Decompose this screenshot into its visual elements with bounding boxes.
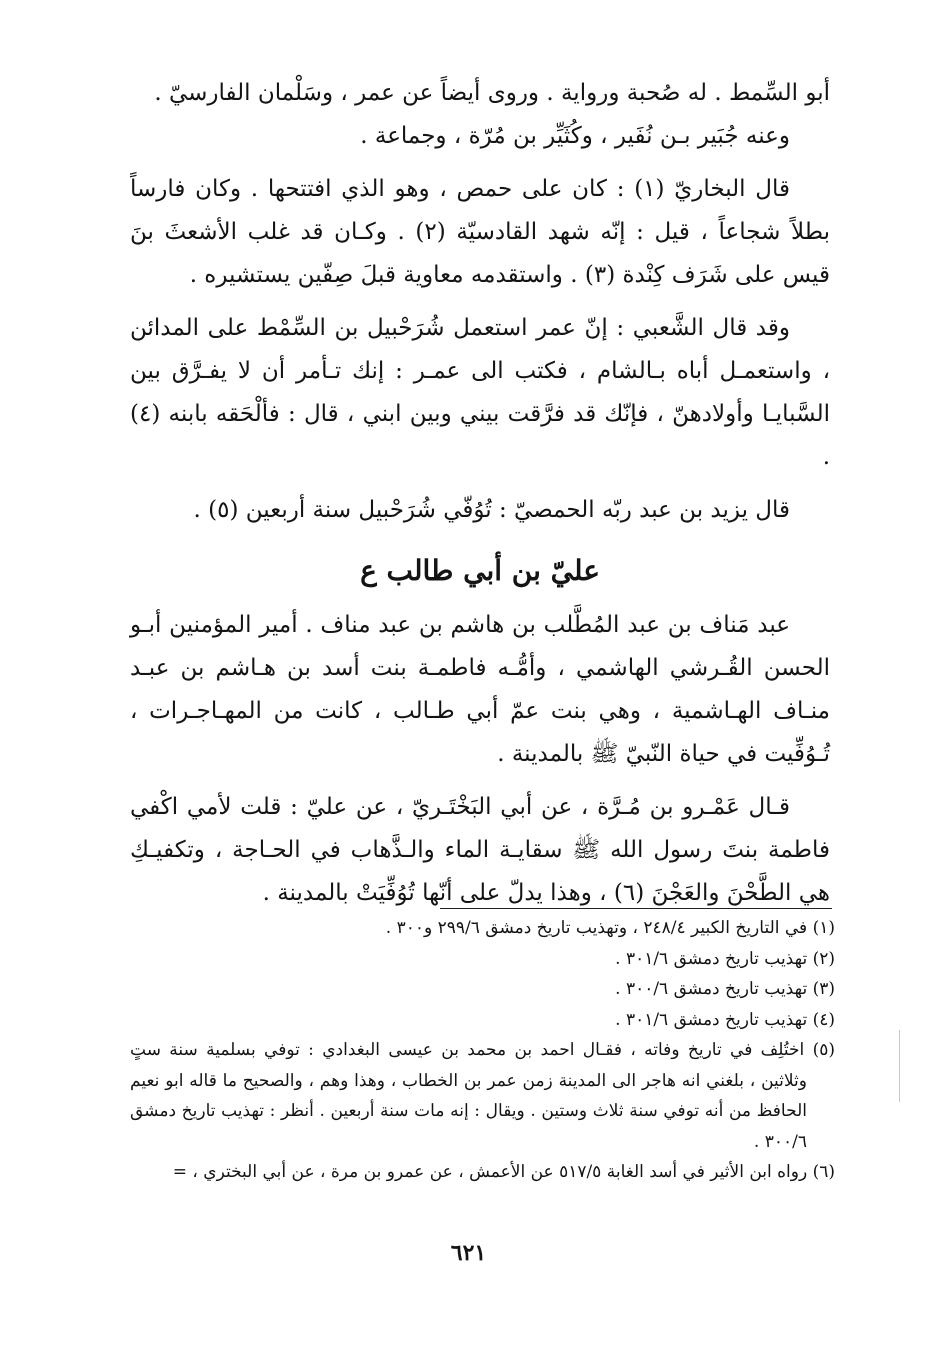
main-text-block: [130, 72, 830, 915]
paragraph-continuation: أبو السِّمط . له صُحبة ورواية . وروى أيضاً عن عمر ، وسَلْمان الفارسيّ .: [154, 80, 830, 106]
scan-mark: [899, 1030, 900, 1102]
paragraph-lineage: عبد مَناف بن عبد المُطَّلب بن هاشم بن عبد مناف . أمير المؤمنين أبـو الحسن القُـرشي الهاشمي ، وأمُّـه فاطمـة بنت أسد بن هـاشم بن عبـد منـاف الهـاشمية ، وهي بنت عمّ أبي طـالب ، كانت من المهـاجـرات ، تُـوُفِّيت في حياة النّبيّ ﷺ بالمدينة .: [130, 612, 830, 767]
footnote-1: (١) في التاريخ الكبير ٢٤٨/٤ ، وتهذيب تاريخ دمشق ٢٩٩/٦ و٣٠٠ .: [385, 918, 835, 938]
footnote-3: (٣) تهذيب تاريخ دمشق ٣٠٠/٦ .: [615, 979, 835, 999]
section-heading: عليّ بن أبي طالب ع: [360, 554, 600, 587]
footnote-6: (٦) رواه ابن الأثير في أسد الغابة ٥١٧/٥ عن الأعمش ، عن عمرو بن مرة ، عن أبي البختري ، =: [172, 1162, 835, 1182]
footnote-5: (٥) اختُلِف في تاريخ وفاته ، فقـال احمد بن محمد بن عيسى البغدادي : توفي بسلمية سنة ستٍ وثلاثين ، بلغني انه هاجر الى المدينة زمن عمر بن الخطاب ، وهذا وهم ، والصحيح ما قاله ابو نعيم الحافظ من أنه توفي سنة ثلاث وستين . ويقال : إنه مات سنة أربعين . أنظر : تهذيب تاريخ دمشق ٣٠٠/٦ .: [130, 1040, 835, 1152]
paragraph-students: وعنه جُبَير بـن نُفَير ، وكُثَيِّر بن مُرّة ، وجماعة .: [360, 123, 790, 149]
page-number: ٦٢١: [450, 1240, 487, 1266]
footnotes-block: [130, 913, 835, 1188]
paragraph-bukhari: قال البخاريّ (١) : كان على حمص ، وهو الذي افتتحها . وكان فارساً بطلاً شجاعاً ، قيل : إنّه شهد القادسيّة (٢) . وكـان قد غلب الأشعثَ بنَ قيس على شَرَف كِنْدة (٣) . واستقدمه معاوية قبلَ صِفّين يستشيره .: [130, 176, 830, 288]
paragraph-shabi: وقد قال الشَّعبي : إنّ عمر استعمل شُرَحْبيل بن السِّمْط على المدائن ، واستعمـل أباه بـالشام ، فكتب الى عمـر : إنك تـأمر أن لا يفـرَّق بين السَّبايـا وأولادهنّ ، فإنّك قد فرَّقت بيني وبين ابني ، قال : فألْحَقه بابنه (٤) .: [130, 315, 830, 470]
paragraph-narration: قـال عَمْـرو بن مُـرَّة ، عن أبي البَخْتَـريّ ، عن عليّ : قلت لأمي اكْفي فاطمة بنتَ رسول الله ﷺ سقايـة الماء والـذَّهاب في الحـاجة ، وتكفيـكِ هي الطَّحْنَ والعَجْنَ (٦) ، وهذا يدلّ على أنّها تُوُفِّيَتْ بالمدينة .: [130, 794, 830, 906]
footnote-2: (٢) تهذيب تاريخ دمشق ٣٠١/٦ .: [615, 948, 835, 969]
paragraph-death: قال يزيد بن عبد ربّه الحمصيّ : تُوُفّي شُرَحْبيل سنة أربعين (٥) .: [193, 497, 790, 523]
footnote-4: (٤) تهذيب تاريخ دمشق ٣٠١/٦ .: [615, 1009, 835, 1030]
footnote-divider: [440, 908, 832, 909]
